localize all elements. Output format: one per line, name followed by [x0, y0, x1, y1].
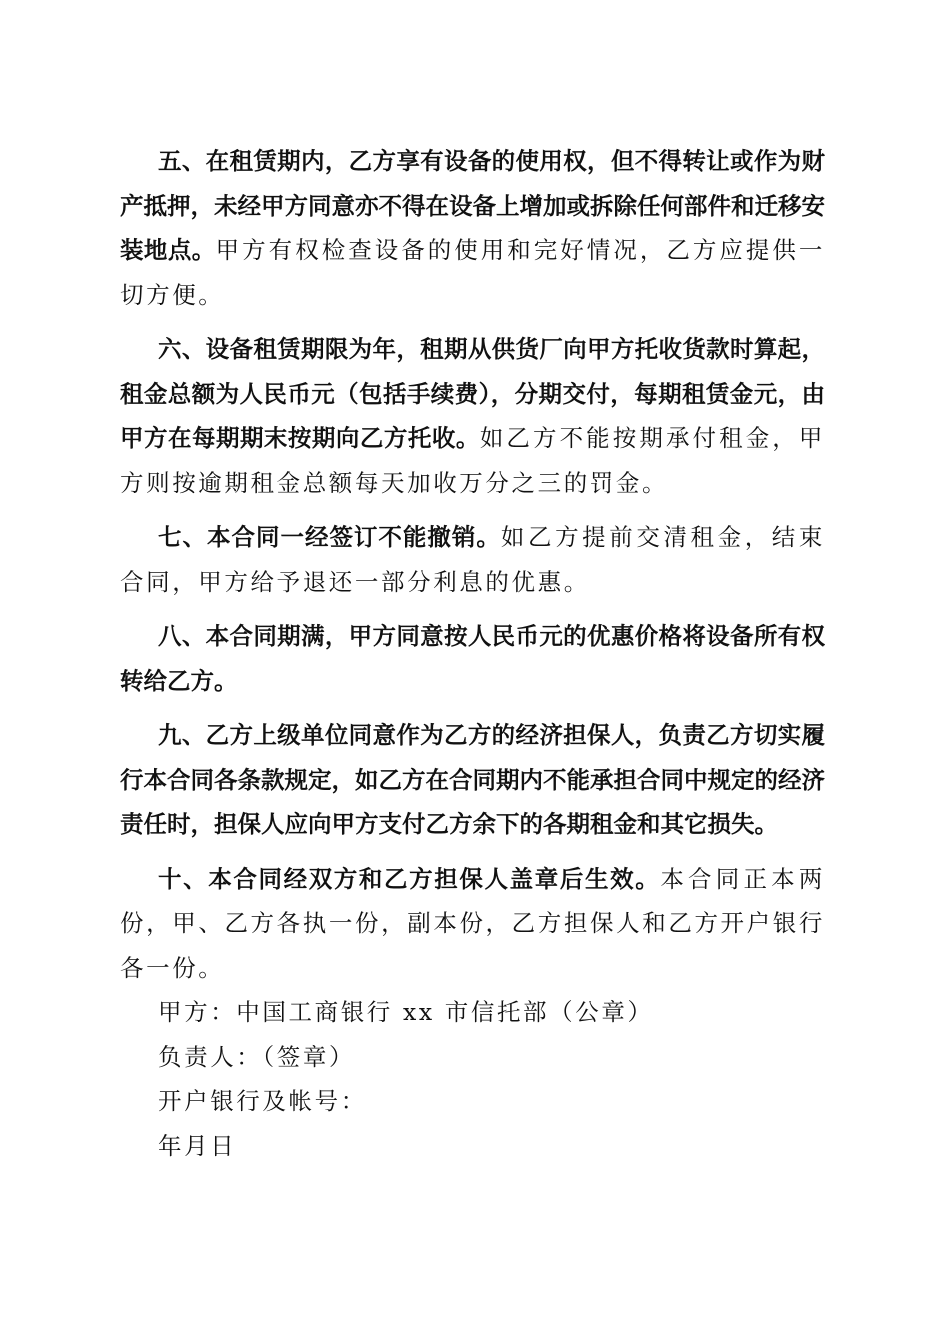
- clause-8: [120, 614, 825, 703]
- clause-10-rest: 本合同正本两份，甲、乙方各执一份，副本份，乙方担保人和乙方开户银行各一份。: [120, 864, 825, 982]
- clause-10: [120, 857, 825, 991]
- clause-7-rest: 如乙方提前交清租金，结束合同，甲方给予退还一部分利息的优惠。: [120, 523, 826, 596]
- clause-10-lead: 十、本合同经双方和乙方担保人盖章后生效。: [158, 864, 661, 893]
- clause-5-rest: 甲方有权检查设备的使用和完好情况，乙方应提供一切方便。: [120, 236, 825, 309]
- clause-9-lead: 九、乙方上级单位同意作为乙方的经济担保人，负责乙方切实履行本合同各条款规定，如乙方在合同期内不能承担合同中规定的经济责任时，担保人应向甲方支付乙方余下的各期租金和其它损失。: [120, 721, 825, 838]
- clause-6: [120, 327, 825, 505]
- clause-7-lead: 七、本合同一经签订不能撤销。: [158, 523, 501, 551]
- bank-account-line: 开户银行及帐号：: [158, 1087, 367, 1115]
- date-line: 年月日: [158, 1131, 237, 1160]
- party-a-line: 甲方：中国工商银行 xx 市信托部（公章）: [158, 998, 654, 1026]
- clause-6-lead: 六、设备租赁期限为年，租期从供货厂向甲方托收货款时算起，租金总额为人民币元（包括手续费），分期交付，每期租赁金元，由甲方在每期期末按期向乙方托收。: [120, 335, 825, 452]
- clause-5: [120, 139, 825, 317]
- contract-page: [120, 139, 825, 1168]
- signature-block: [120, 990, 825, 1168]
- clause-6-rest: 如乙方不能按期承付租金，甲方则按逾期租金总额每天加收万分之三的罚金。: [120, 424, 825, 497]
- clause-5-lead: 五、在租赁期内，乙方享有设备的使用权，但不得转让或作为财产抵押，未经甲方同意亦不得在设备上增加或拆除任何部件和迁移安装地点。: [120, 147, 825, 264]
- clause-9: [120, 713, 825, 847]
- clause-7: [120, 515, 825, 604]
- clause-8-lead: 八、本合同期满，甲方同意按人民币元的优惠价格将设备所有权转给乙方。: [120, 622, 825, 695]
- responsible-line: 负责人：（签章）: [158, 1042, 356, 1071]
